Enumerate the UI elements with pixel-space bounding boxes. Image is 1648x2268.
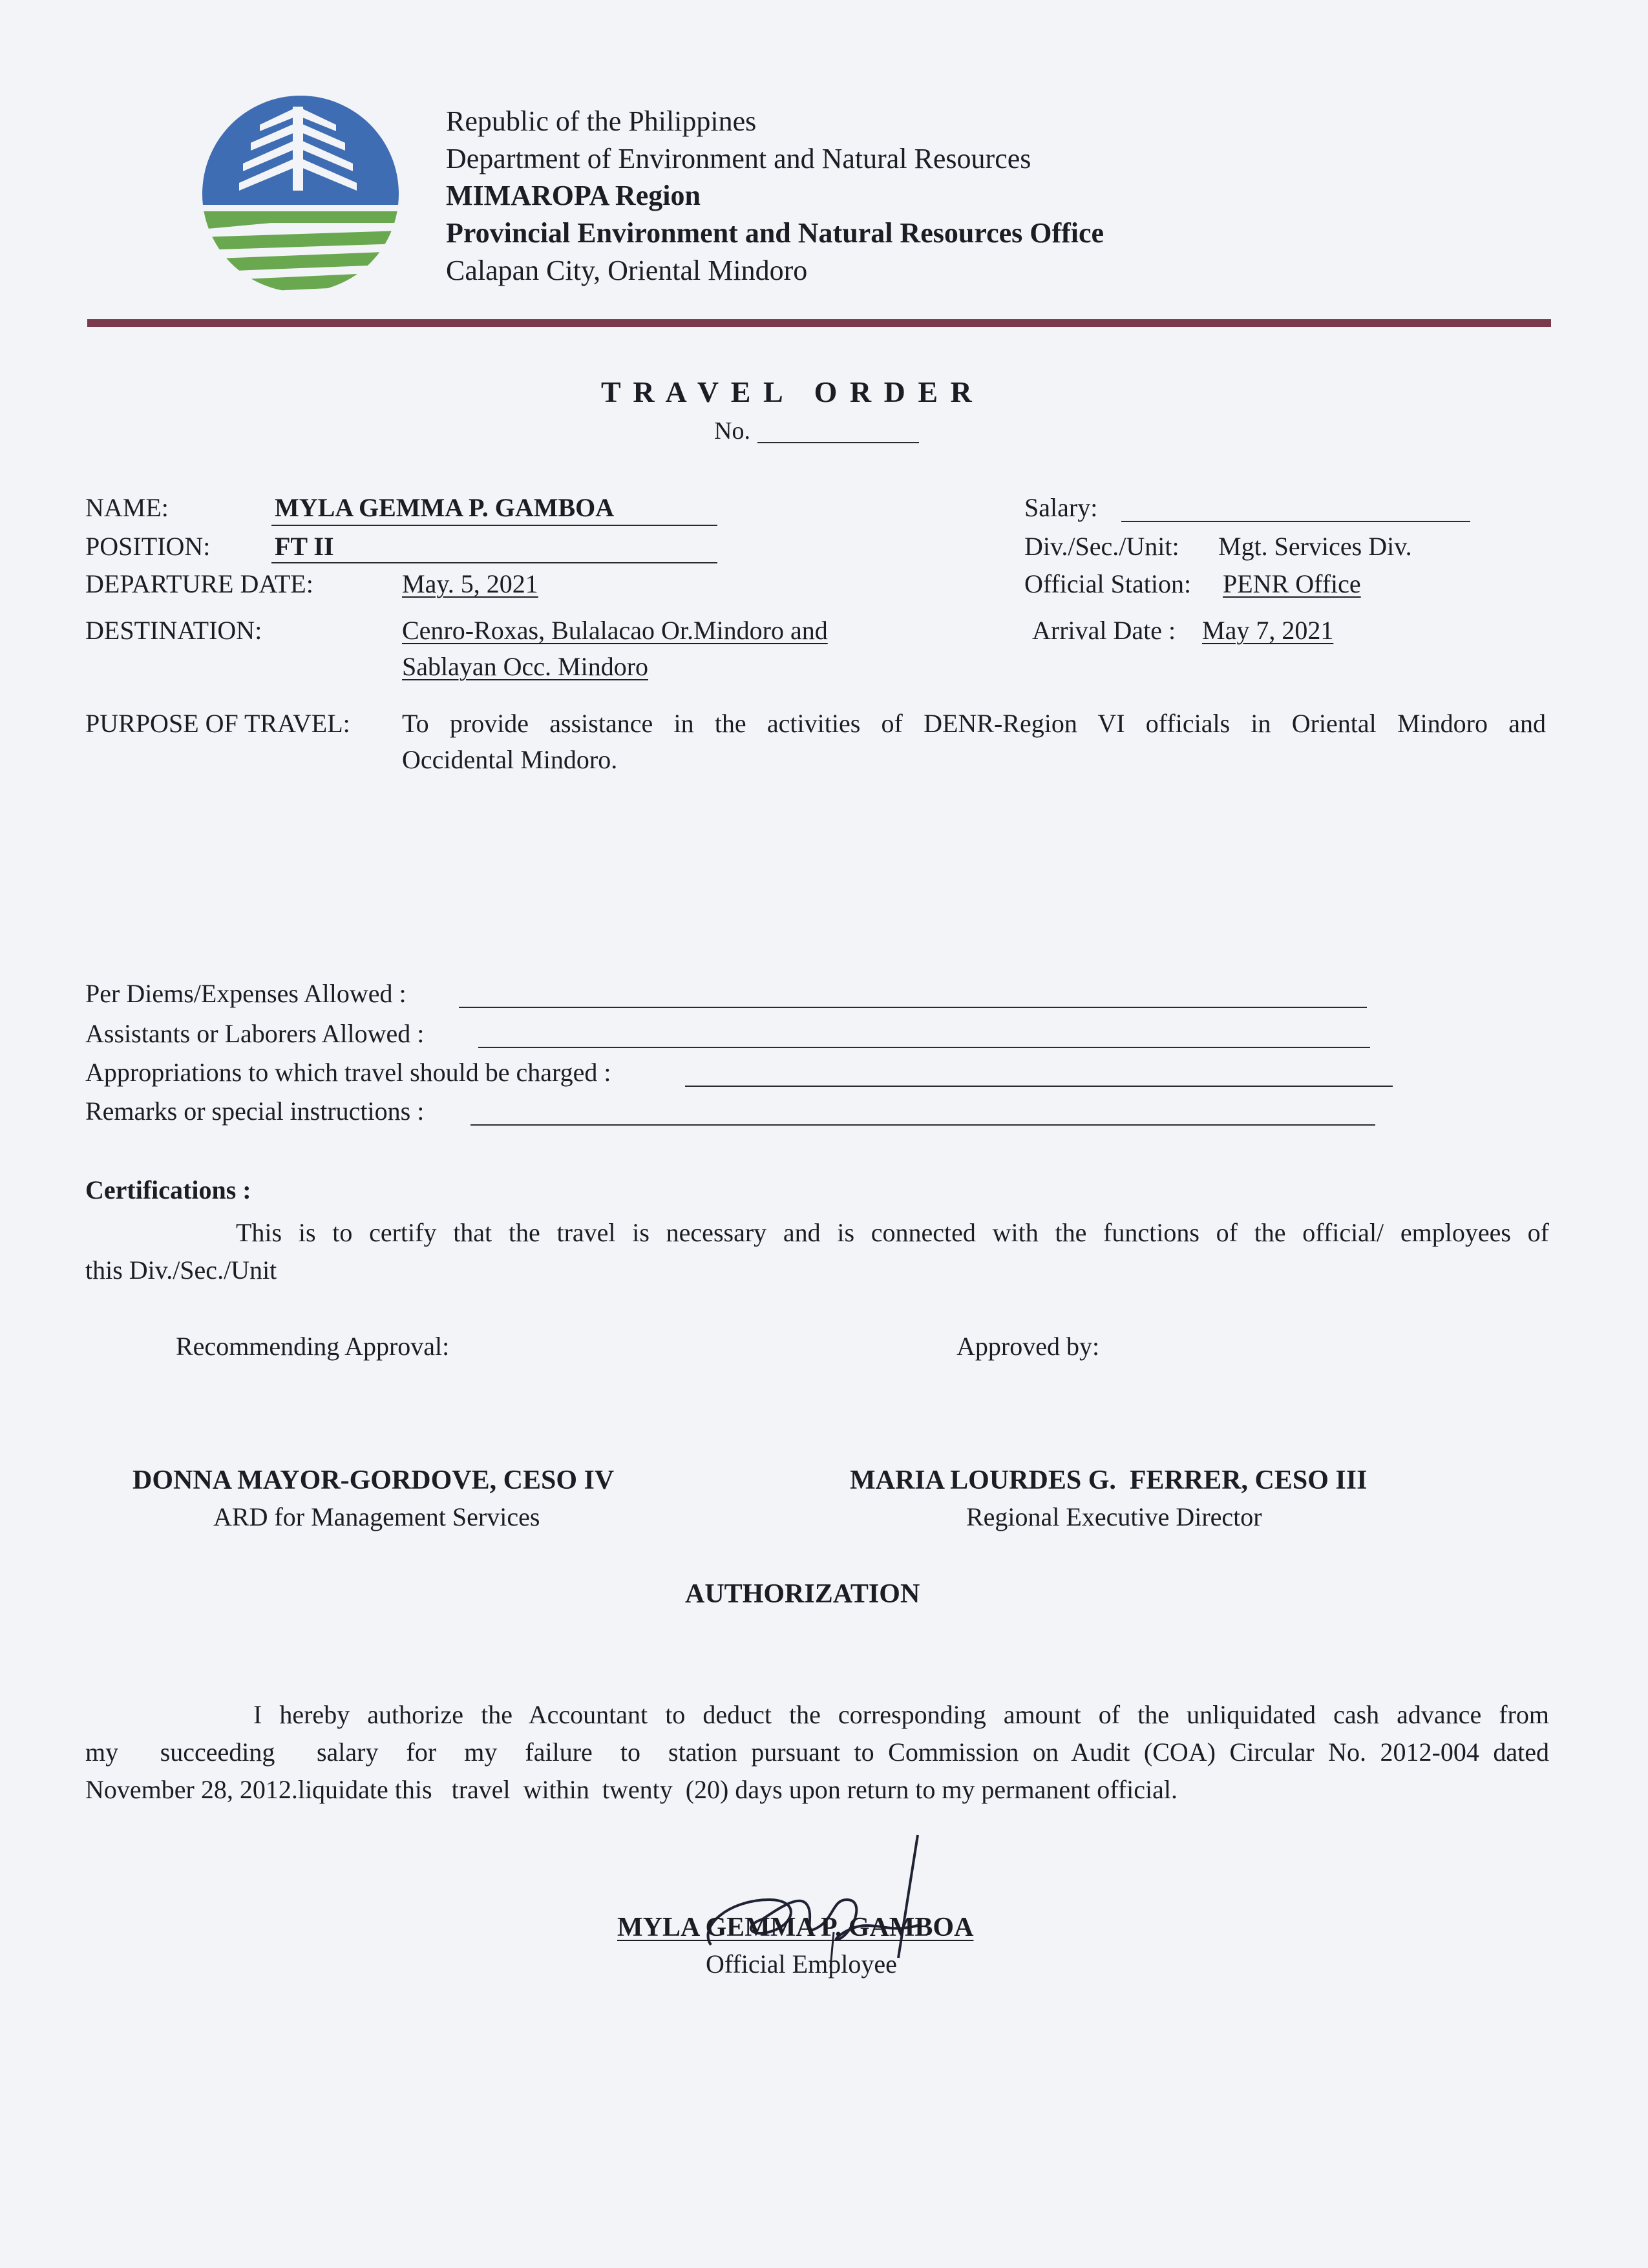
header-republic: Republic of the Philippines: [446, 105, 757, 137]
division-label: Div./Sec./Unit:: [1024, 532, 1179, 561]
remarks-blank: [470, 1124, 1375, 1126]
salary-blank: [1121, 521, 1470, 522]
official-station-label: Official Station:: [1024, 569, 1192, 598]
appropriations-blank: [685, 1086, 1393, 1087]
position-value: FT II: [275, 532, 334, 561]
approver-name: MARIA LOURDES G. FERRER, CESO III: [850, 1465, 1368, 1495]
purpose-label: PURPOSE OF TRAVEL:: [85, 709, 350, 738]
authorization-line1: I hereby authorize the Accountant to deduct the corresponding amount of the unliquidated cash advance from: [253, 1700, 1549, 1729]
approver-title: Regional Executive Director: [966, 1502, 1262, 1531]
header-city: Calapan City, Oriental Mindoro: [446, 255, 808, 286]
recommender-title: ARD for Management Services: [213, 1502, 540, 1531]
authorization-heading: AUTHORIZATION: [685, 1579, 920, 1609]
document-title: T R A V E L O R D E R: [601, 375, 975, 408]
certification-line2: this Div./Sec./Unit: [85, 1255, 277, 1285]
purpose-line2: Occidental Mindoro.: [402, 745, 618, 774]
name-underline: [271, 525, 717, 526]
name-value: MYLA GEMMA P. GAMBOA: [275, 493, 615, 522]
per-diems-label: Per Diems/Expenses Allowed :: [85, 979, 407, 1008]
certifications-heading: Certifications :: [85, 1175, 251, 1204]
purpose-line1: To provide assistance in the activities of DENR-Region VI officials in Oriental Mindoro and: [402, 709, 1546, 738]
header-region: MIMAROPA Region: [446, 180, 701, 211]
signatory-title: Official Employee: [706, 1949, 897, 1979]
destination-value-line2: Sablayan Occ. Mindoro: [402, 652, 649, 681]
departure-date-label: DEPARTURE DATE:: [85, 569, 313, 598]
signatory-name: MYLA GEMMA P. GAMBOA: [617, 1913, 974, 1942]
position-label: POSITION:: [85, 532, 211, 561]
recommending-approval-label: Recommending Approval:: [176, 1332, 450, 1361]
per-diems-blank: [459, 1007, 1367, 1008]
order-number-blank: [757, 442, 919, 443]
authorization-line2: my succeeding salary for my failure to station pursuant to Commission on Audit (COA) Circular No. 2012-004 dated: [85, 1738, 1549, 1767]
order-number-label: No.: [714, 417, 750, 445]
division-value: Mgt. Services Div.: [1218, 532, 1412, 561]
destination-label: DESTINATION:: [85, 616, 262, 645]
certification-line1: This is to certify that the travel is necessary and is connected with the functions of the official/ employees of: [236, 1218, 1549, 1247]
position-underline: [271, 562, 717, 563]
departure-date-value: May. 5, 2021: [402, 569, 538, 598]
appropriations-label: Appropriations to which travel should be charged :: [85, 1058, 611, 1087]
name-label: NAME:: [85, 493, 169, 522]
arrival-date-value: May 7, 2021: [1202, 616, 1334, 645]
destination-value-line1: Cenro-Roxas, Bulalacao Or.Mindoro and: [402, 616, 828, 645]
header-office: Provincial Environment and Natural Resources Office: [446, 217, 1104, 249]
assistants-blank: [478, 1047, 1370, 1048]
assistants-label: Assistants or Laborers Allowed :: [85, 1019, 425, 1048]
arrival-date-label: Arrival Date :: [1032, 616, 1176, 645]
recommender-name: DONNA MAYOR-GORDOVE, CESO IV: [132, 1465, 615, 1495]
header-divider: [87, 319, 1551, 327]
authorization-line3: November 28, 2012.liquidate this travel within twenty (20) days upon return to my permanent official.: [85, 1775, 1178, 1804]
salary-label: Salary:: [1024, 493, 1098, 522]
header-department: Department of Environment and Natural Resources: [446, 143, 1031, 174]
official-station-value: PENR Office: [1223, 569, 1361, 598]
remarks-label: Remarks or special instructions :: [85, 1097, 425, 1126]
denr-logo: [200, 94, 401, 294]
approved-by-label: Approved by:: [956, 1332, 1100, 1361]
